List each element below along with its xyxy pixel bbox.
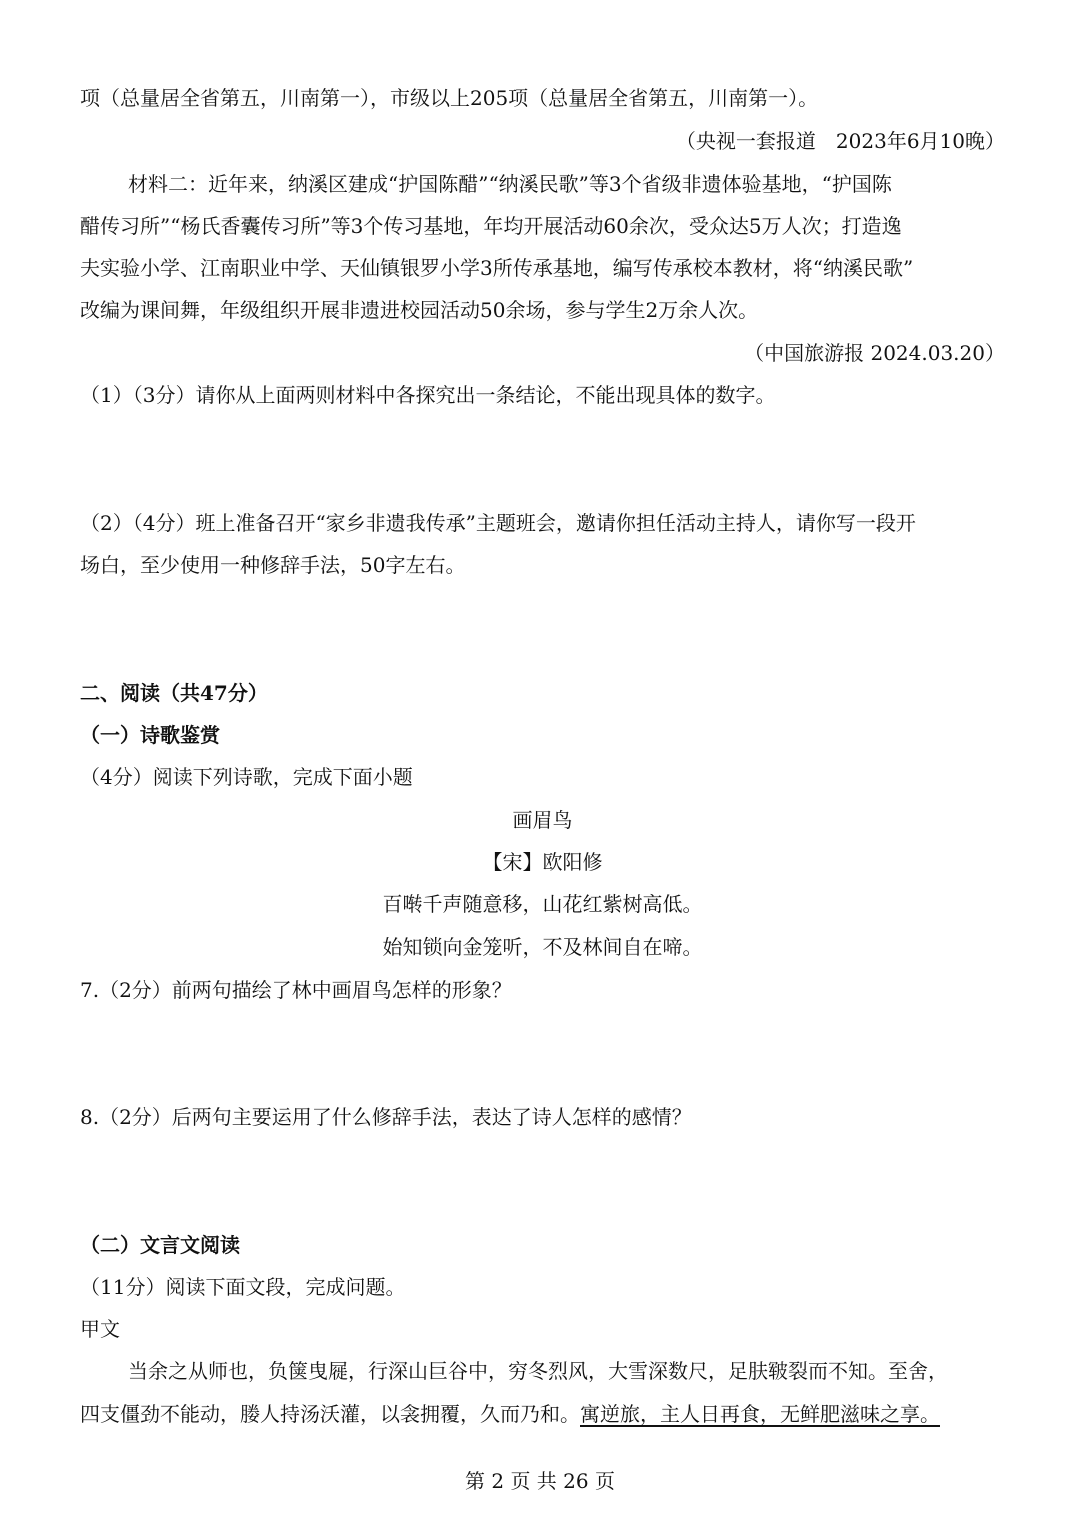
classical-line-1: 当余之从师也，负箧曳屣，行深山巨谷中，穷冬烈风，大雪深数尺，足肤皲裂而不知。至舍， (128, 1359, 948, 1383)
material2-line-1: 材料二：近年来，纳溪区建成“护国陈醋”“纳溪民歌”等3个省级非遗体验基地，“护国陈 (128, 172, 892, 196)
material2-line-2: 醋传习所”“杨氏香囊传习所”等3个传习基地，年均开展活动60余次，受众达5万人次；打造逸 (80, 214, 902, 238)
text-jia-label: 甲文 (80, 1317, 120, 1341)
question-2-line-2: 场白，至少使用一种修辞手法，50字左右。 (80, 553, 466, 577)
page-footer: 第 2 页 共 26 页 (465, 1469, 615, 1493)
material2-line-3: 夫实验小学、江南职业中学、天仙镇银罗小学3所传承基地，编写传承校本教材，将“纳溪民歌” (80, 256, 914, 280)
poem-title: 画眉鸟 (512, 808, 573, 832)
section-2-title: 二、阅读（共47分） (80, 681, 268, 705)
material2-source: （中国旅游报 2024.03.20） (744, 341, 1005, 365)
subsection-2-intro: （11分）阅读下面文段，完成问题。 (80, 1275, 406, 1299)
question-7: 7.（2分）前两句描绘了林中画眉鸟怎样的形象？ (80, 978, 512, 1002)
material1-tail-line: 项（总量居全省第五，川南第一），市级以上205项（总量居全省第五，川南第一）。 (80, 86, 819, 110)
subsection-1-intro: （4分）阅读下列诗歌，完成下面小题 (80, 765, 413, 789)
poem-line-2: 始知锁向金笼听，不及林间自在啼。 (382, 935, 703, 959)
question-2-line-1: （2）（4分）班上准备召开“家乡非遗我传承”主题班会，邀请你担任活动主持人，请你写一段开 (80, 511, 916, 535)
subsection-1-title: （一）诗歌鉴赏 (80, 723, 220, 747)
poem-author: 【宋】欧阳修 (482, 850, 603, 874)
classical-line-2-plain: 四支僵劲不能动，媵人持汤沃灌，以衾拥覆，久而乃和。 (80, 1402, 580, 1426)
classical-line-2-underlined: 寓逆旅，主人日再食，无鲜肥滋味之享。 (580, 1402, 940, 1426)
question-1: （1）（3分）请你从上面两则材料中各探究出一条结论，不能出现具体的数字。 (80, 383, 776, 407)
poem-line-1: 百啭千声随意移，山花红紫树高低。 (382, 892, 703, 916)
classical-line-2 (80, 1401, 1005, 1427)
material2-line-4: 改编为课间舞，年级组织开展非遗进校园活动50余场，参与学生2万余人次。 (80, 298, 759, 322)
subsection-2-title: （二）文言文阅读 (80, 1233, 240, 1257)
question-8: 8.（2分）后两句主要运用了什么修辞手法，表达了诗人怎样的感情？ (80, 1105, 692, 1129)
material1-source: （央视一套报道 2023年6月10晚） (675, 129, 1005, 153)
